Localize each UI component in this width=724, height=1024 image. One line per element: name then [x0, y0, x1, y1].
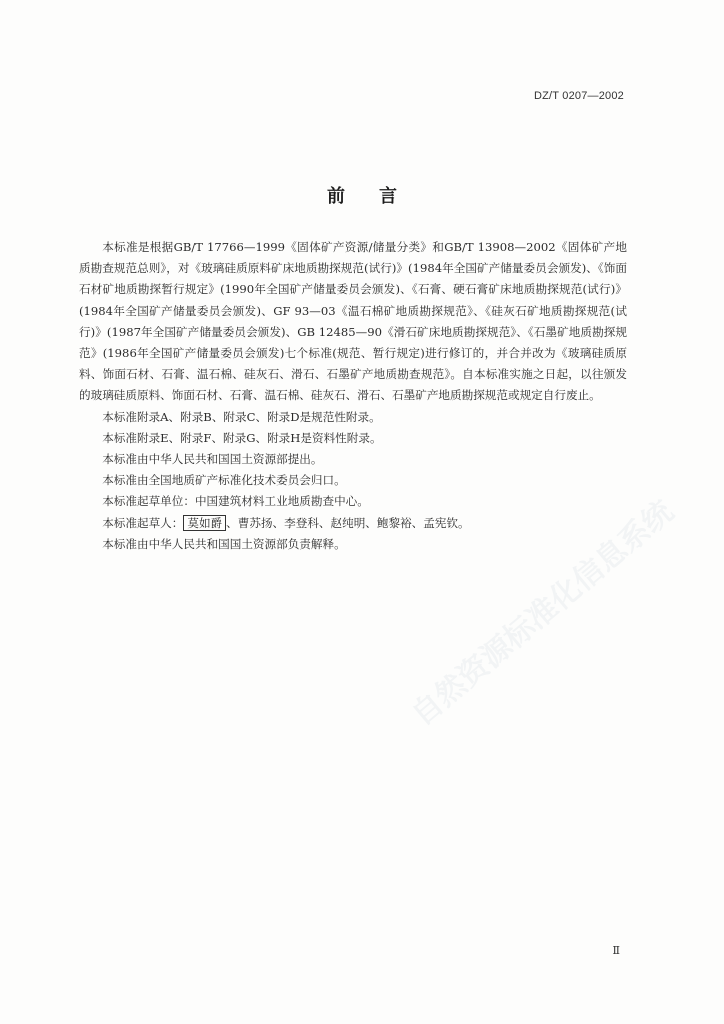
paragraph-interpretation: 本标准由中华人民共和国国土资源部负责解释。: [102, 536, 346, 551]
paragraph-drafters: [79, 513, 627, 534]
page-title: 前言: [327, 186, 431, 207]
paragraph-drafting-unit: 本标准起草单位：中国建筑材料工业地质勘查中心。: [102, 494, 369, 509]
page-number: Ⅱ: [612, 944, 620, 957]
paragraph-normative-annexes: 本标准附录A、附录B、附录C、附录D是规范性附录。: [102, 409, 381, 424]
paragraph-informative-annexes: 本标准附录E、附录F、附录G、附录H是资料性附录。: [102, 430, 382, 445]
boxed-drafter-name: 莫如爵: [183, 515, 226, 531]
paragraph-proposed-by: 本标准由中华人民共和国国土资源部提出。: [102, 452, 323, 467]
paragraph-centralized-by: 本标准由全国地质矿产标准化技术委员会归口。: [102, 473, 346, 488]
drafters-suffix: 、曹苏扬、李登科、赵纯明、鲍黎裕、孟宪钦。: [226, 515, 470, 530]
watermark: 自然资源标准化信息系统: [405, 494, 681, 733]
paragraph-basis: 本标准是根据GB/T 17766—1999《固体矿产资源/储量分类》和GB/T 13908—2002《固体矿产地质勘查规范总则》，对《玻璃硅质原料矿床地质勘探规范(试行)》(1984年全国矿产储量委员会颁发)、《饰面石材矿地质勘探暂行规定》(1990年全国矿产储量委员会颁发)、《石膏、硬石膏矿床地质勘探规范(试行)》(1984年全国矿产储量委员会颁发)、GF 93—03《温石棉矿地质勘探规范》、《硅灰石矿地质勘探规范(试行)》(1987年全国矿产储量委员会颁发)、GB 12485—90《滑石矿床地质勘探规范》、《石墨矿地质勘探规范》(1986年全国矿产储量委员会颁发)七个标准(规范、暂行规定)进行修订的，并合并改为《玻璃硅质原料、饰面石材、石膏、温石棉、硅灰石、滑石、石墨矿产地质勘查规范》。自本标准实施之日起，以往颁发的玻璃硅质原料、饰面石材、石膏、温石棉、硅灰石、滑石、石墨矿产地质勘探规范或规定自行废止。: [79, 240, 627, 403]
drafters-prefix: 本标准起草人：: [102, 515, 184, 530]
foreword-body: [79, 237, 627, 555]
standard-code: DZ/T 0207—2002: [533, 90, 624, 102]
